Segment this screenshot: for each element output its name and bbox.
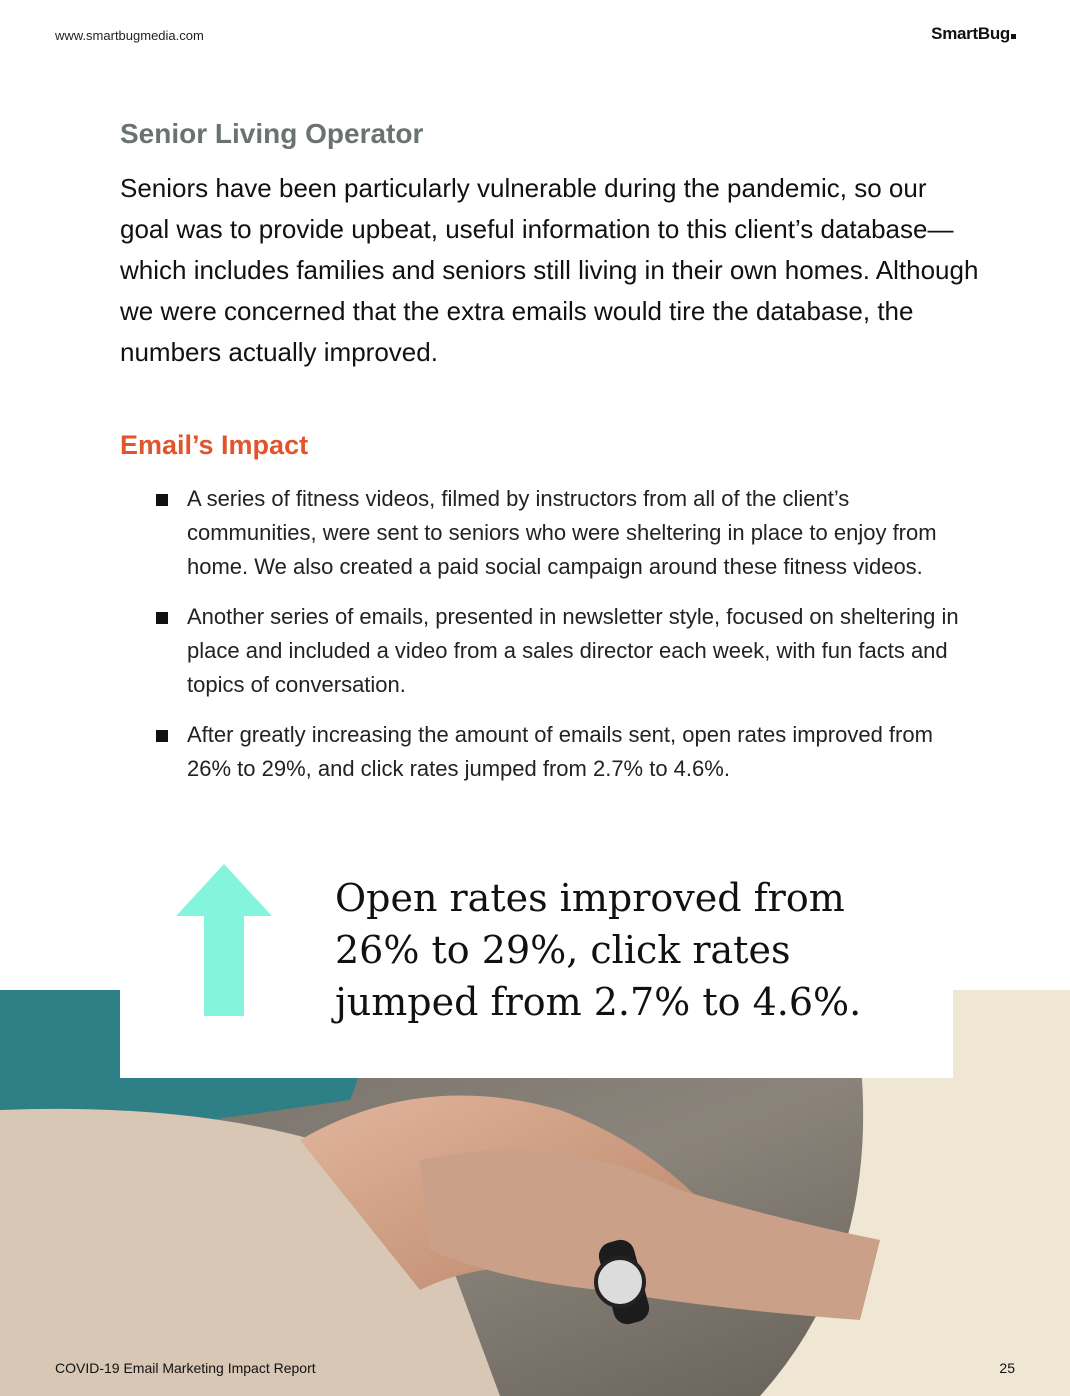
page-number: 25 <box>999 1360 1015 1376</box>
bullet-square-icon <box>156 730 168 742</box>
section-title: Senior Living Operator <box>120 118 424 149</box>
bullet-text: After greatly increasing the amount of emails sent, open rates improved from 26% to 29%, and click rates jumped from 2.7% to 4.6%. <box>187 722 933 781</box>
bullet-item <box>156 600 976 702</box>
bullet-text: A series of fitness videos, filmed by instructors from all of the client’s communities, were sent to seniors who were sheltering in place to enjoy from home. We also created a paid social campaign around these fitness videos. <box>187 486 937 579</box>
logo-text: SmartBug <box>931 24 1010 43</box>
bullet-square-icon <box>156 494 168 506</box>
arrow-up-icon <box>176 864 272 1016</box>
logo-dot-icon <box>1011 34 1016 39</box>
footer-report-title: COVID-19 Email Marketing Impact Report <box>55 1360 316 1376</box>
bullet-item <box>156 482 976 584</box>
bullet-square-icon <box>156 612 168 624</box>
bullet-text: Another series of emails, presented in newsletter style, focused on sheltering in place and included a video from a sales director each week, with fun facts and topics of conversation. <box>187 604 959 697</box>
smartbug-logo <box>931 24 1016 44</box>
header-url: www.smartbugmedia.com <box>55 28 204 43</box>
intro-paragraph: Seniors have been particularly vulnerable during the pandemic, so our goal was to provide upbeat, useful information to this client’s database—which includes families and seniors still living in their own homes. Although we were concerned that the extra emails would tire the database, the numbers actually improved. <box>120 173 979 367</box>
bullet-item <box>156 718 976 786</box>
impact-title: Email’s Impact <box>120 430 309 460</box>
callout-text: Open rates improved from 26% to 29%, click rates jumped from 2.7% to 4.6%. <box>335 876 862 1024</box>
impact-bullet-list <box>156 482 976 802</box>
